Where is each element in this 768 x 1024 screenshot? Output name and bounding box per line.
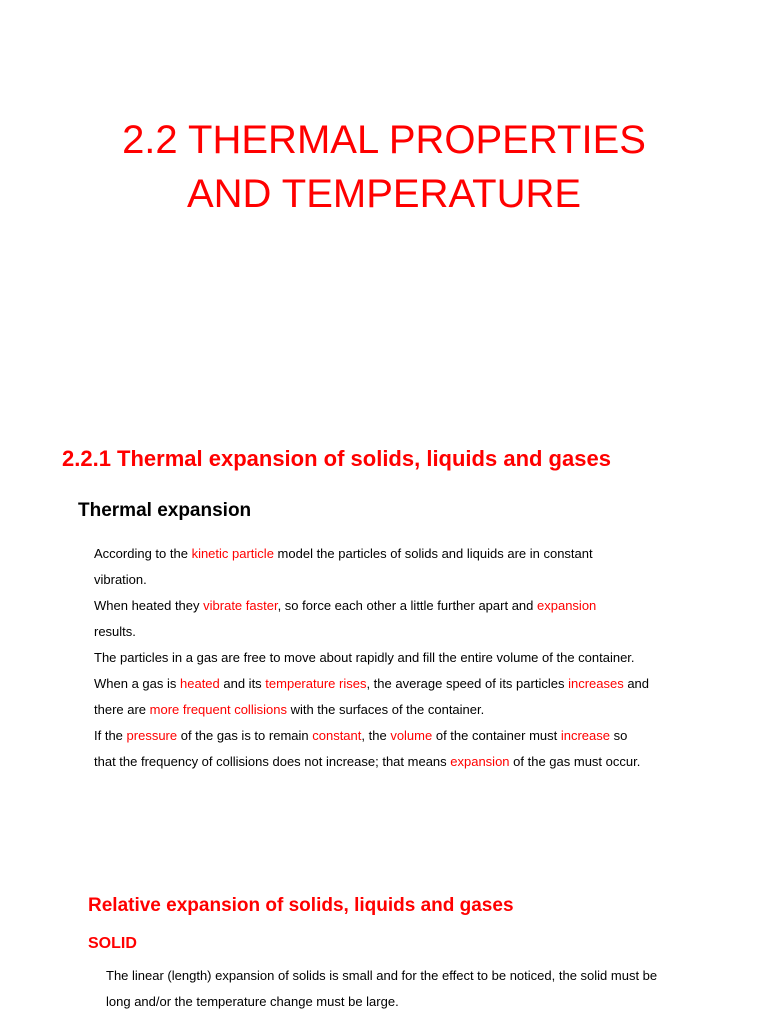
text-run: of the gas must occur. [509,754,641,769]
paragraph-line [94,697,714,723]
thermal-expansion-paragraph [94,541,714,775]
text-run: and its [219,676,266,691]
paragraph-line [94,671,714,697]
solid-heading: SOLID [88,935,137,952]
text-run: If the [94,728,127,743]
text-run: of the gas is to remain [177,728,313,743]
text-run: model the particles of solids and liquids are in constant [273,546,593,561]
paragraph-line: long and/or the temperature change must be large. [106,994,399,1009]
highlight-term: kinetic particle [191,546,274,561]
text-run: results. [94,624,136,639]
highlight-term: increases [568,676,624,691]
solid-paragraph [106,963,706,1015]
highlight-term: expansion [450,754,510,769]
paragraph-line: The linear (length) expansion of solids is small and for the effect to be noticed, the solid must be [106,968,658,983]
highlight-term: pressure [126,728,178,743]
highlight-term: vibrate faster [203,598,278,613]
text-run: with the surfaces of the container. [286,702,485,717]
text-run: so [610,728,628,743]
text-run: When heated they [94,598,204,613]
text-run: According to the [94,546,192,561]
text-run: , so force each other a little further apart and [277,598,538,613]
page-title-line-2: AND TEMPERATURE [186,172,582,216]
paragraph-line [94,567,714,593]
highlight-term: more frequent collisions [149,702,287,717]
paragraph-line [94,645,714,671]
section-heading: 2.2.1 Thermal expansion of solids, liquids and gases [62,446,611,471]
text-run: When a gas is [94,676,180,691]
text-run: The particles in a gas are free to move about rapidly and fill the entire volume of the container. [94,650,635,665]
text-run: and [623,676,650,691]
paragraph-line [94,541,714,567]
subheading-thermal-expansion: Thermal expansion [78,500,252,521]
text-run: , the [361,728,391,743]
highlight-term: heated [180,676,220,691]
highlight-term: increase [560,728,610,743]
paragraph-line [94,723,714,749]
highlight-term: expansion [537,598,597,613]
text-run: there are [94,702,150,717]
paragraph-line [94,593,714,619]
text-run: that the frequency of collisions does not increase; that means [94,754,451,769]
text-run: of the container must [432,728,561,743]
paragraph-line [94,619,714,645]
page-title [0,113,768,221]
highlight-term: constant [312,728,362,743]
text-run: , the average speed of its particles [366,676,569,691]
page-title-line-1: 2.2 THERMAL PROPERTIES [122,118,646,162]
highlight-term: volume [390,728,433,743]
highlight-term: temperature rises [265,676,367,691]
text-run: vibration. [94,572,147,587]
relative-expansion-heading: Relative expansion of solids, liquids and gases [88,895,514,916]
paragraph-line [94,749,714,775]
